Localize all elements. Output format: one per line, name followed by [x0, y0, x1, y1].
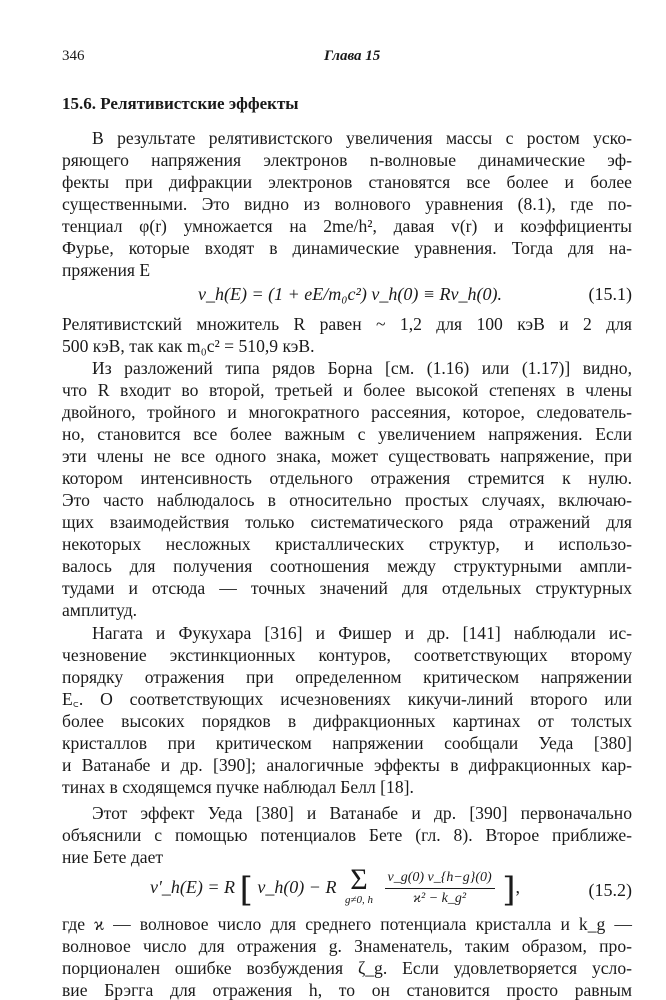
- text-line: ряющего напряжения электронов n-волновые динамические эф-: [62, 150, 632, 170]
- equation-15-2: v′_h(E) = R [ v_h(0) − R Σ g≠0, h $\frac{v\_g(0) v\_\{h-g\}(0)}{\text{ϰ² − k\_g²}}$ ],: [150, 863, 520, 910]
- equation-term: v_h(0) − R: [257, 877, 337, 897]
- text-line: и Ватанабе и др. [390]; аналогичные эффекты в дифракционных кар-: [62, 755, 632, 775]
- text-line: более высоких порядков в дифракционных картинах от толстых: [62, 711, 632, 731]
- text-line: ние Бете дает: [62, 847, 164, 867]
- chapter-title: Глава 15: [324, 48, 381, 64]
- fraction-denominator: ϰ² − k_g²: [413, 891, 467, 907]
- left-bracket: [: [239, 870, 253, 910]
- text-line: 500 кэВ, так как m₀c² = 510,9 кэВ.: [62, 336, 315, 356]
- text-line: Этот эффект Уеда [380] и Ватанабе и др. [390] первоначально: [92, 803, 632, 823]
- text-line: где ϰ — волновое число для среднего потенциала кристалла и k_g —: [62, 914, 632, 934]
- fraction: [385, 870, 495, 907]
- text-line: вие Брэгга для отражения h, то он становится просто равным: [62, 980, 632, 1000]
- text-line: чезновение экстинкционных контуров, соответствующих второму: [62, 645, 632, 665]
- sum-symbol: Σ g≠0, h: [344, 863, 373, 906]
- page-number: 346: [62, 48, 85, 64]
- equation-lhs: v′_h(E) = R: [150, 877, 236, 897]
- text-line: порционален ошибке возбуждения ζ_g. Если удовлетворяется усло-: [62, 958, 632, 978]
- equation-number: (15.2): [588, 880, 632, 900]
- text-line: что R входит во второй, третьей и более высокой степенях в члены: [62, 380, 632, 400]
- text-line: фекты при дифракции электронов становятся все более и более: [62, 172, 632, 192]
- text-line: эти члены не все одного знака, может существовать напряжение, при: [62, 446, 632, 466]
- sum-subscript: g≠0, h: [344, 894, 373, 906]
- text-line: Из разложений типа рядов Борна [см. (1.16) или (1.17)] видно,: [92, 358, 632, 378]
- page-header: [62, 48, 632, 70]
- text-line: кристаллов при критическом напряжении сообщали Уеда [380]: [62, 733, 632, 753]
- text-line: тенциал φ(r) умножается на 2me/h², давая v(r) и коэффициенты: [62, 216, 632, 236]
- text-line: существенными. Это видно из волнового уравнения (8.1), где по-: [62, 194, 632, 214]
- text-line: Фурье, которые входят в динамические уравнения. Тогда для на-: [62, 238, 632, 258]
- right-bracket: ]: [502, 870, 516, 910]
- text-line: объяснили с помощью потенциалов Бете (гл. 8). Второе приближе-: [62, 825, 632, 845]
- text-line: E꜀. О соответствующих исчезновениях кикучи-линий второго или: [62, 689, 632, 709]
- section-title: 15.6. Релятивистские эффекты: [62, 94, 299, 113]
- equation-15-1: [198, 284, 502, 305]
- equation-body: v_h(E) = (1 + eE/m₀c²) v_h(0) ≡ Rv_h(0).: [198, 284, 502, 304]
- text-line: валось для получения соотношения между структурными ампли-: [62, 556, 632, 576]
- text-line: тинах в сходящемся пучке наблюдал Белл [18].: [62, 777, 414, 797]
- text-line: тудами и отсюда — точных значений для отдельных структурных: [62, 578, 632, 598]
- text-line: В результате релятивистского увеличения массы с ростом уско-: [92, 128, 632, 148]
- text-line: двойного, тройного и многократного рассеяния, которое, следователь-: [62, 402, 632, 422]
- text-line: Нагата и Фукухара [316] и Фишер и др. [141] наблюдали ис-: [92, 623, 632, 643]
- fraction-numerator: v_g(0) v_{h−g}(0): [385, 870, 495, 889]
- text-line: волновое число для отражения g. Знаменатель, таким образом, про-: [62, 936, 632, 956]
- text-line: порядку отражения при определенном критическом напряжении: [62, 667, 632, 687]
- text-line: но, становится все более важным с увеличением напряжения. Если: [62, 424, 632, 444]
- text-line: амплитуд.: [62, 600, 138, 620]
- text-line: [0, 0, 1, 1]
- text-line: котором интенсивность отдельного отражения стремится к нулю.: [62, 468, 632, 488]
- text-line: пряжения E: [62, 260, 151, 280]
- text-line: щих взаимодействия только систематического ряда отражений для: [62, 512, 632, 532]
- text-line: Релятивистский множитель R равен ~ 1,2 для 100 кэВ и 2 для: [62, 314, 632, 334]
- equation-number: (15.1): [588, 284, 632, 304]
- text-line: Это часто наблюдалось в относительно простых случаях, включаю-: [62, 490, 632, 510]
- text-line: некоторых несложных кристаллических структур, и использо-: [62, 534, 632, 554]
